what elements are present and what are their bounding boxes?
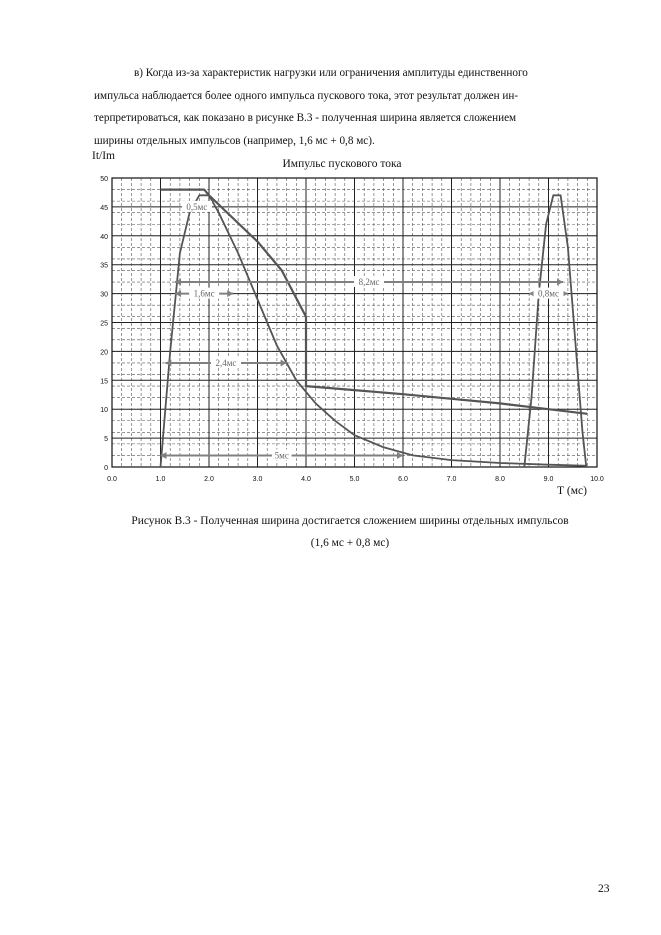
annotation-label: 2,4мс: [215, 357, 237, 368]
paragraph-line: импульса наблюдается более одного импульса пускового тока, этот результат должен ин-: [94, 89, 519, 102]
x-tick-label: 5.0: [349, 476, 360, 483]
y-tick-label: 20: [100, 349, 108, 357]
y-tick-label: 45: [100, 204, 108, 212]
paragraph-line: терпретироваться, как показано в рисунке В.3 - полученная ширина является сложением: [94, 112, 517, 124]
x-tick-label: 6.0: [398, 476, 408, 483]
annotation-label: 8,2мс: [358, 277, 380, 288]
figure-caption: [60, 510, 640, 554]
y-tick-label: 50: [100, 176, 108, 183]
y-tick-label: 35: [100, 262, 108, 270]
y-tick-label: 25: [100, 320, 108, 328]
annotation-label: 0,5мс: [186, 201, 208, 212]
y-tick-label: 10: [100, 407, 108, 415]
annotation-label: 5мс: [274, 450, 289, 461]
annotation-arrowhead-right: [557, 279, 563, 286]
page-number: 23: [598, 883, 610, 895]
x-tick-label: 1.0: [155, 476, 166, 483]
x-tick-label: 2.0: [204, 476, 214, 483]
paragraph-line: ширины отдельных импульсов (например, 1,6 мс + 0,8 мс).: [94, 134, 375, 147]
annotation-label: 0,8мс: [538, 288, 559, 299]
y-tick-label: 30: [100, 291, 108, 299]
x-tick-label: 0.0: [107, 476, 117, 483]
y-tick-label: 15: [100, 378, 108, 386]
y-tick-label: 40: [100, 233, 108, 241]
x-tick-label: 4.0: [301, 476, 311, 483]
x-tick-label: 7.0: [446, 476, 457, 483]
x-axis-label: Т (мс): [557, 485, 587, 497]
annotation-arrowhead-right: [227, 290, 233, 297]
y-tick-label: 0: [104, 465, 108, 472]
chart-title: Импульс пускового тока: [282, 158, 402, 170]
paragraph-line: в) Когда из-за характеристик нагрузки или ограничения амплитуды единственного: [134, 67, 528, 79]
y-tick-label: 5: [104, 436, 108, 444]
x-tick-label: 3.0: [252, 476, 263, 483]
caption-line: (1,6 мс + 0,8 мс): [310, 537, 390, 549]
x-tick-label: 9.0: [543, 476, 554, 483]
caption-line: Рисунок В.3 - Полученная ширина достигается сложением ширины отдельных импульсов: [131, 515, 569, 527]
y-axis-label: It/Im: [92, 150, 115, 162]
annotation-label: 1,6мс: [193, 288, 215, 299]
x-tick-label: 10.0: [590, 476, 604, 483]
x-tick-label: 8.0: [495, 476, 505, 483]
